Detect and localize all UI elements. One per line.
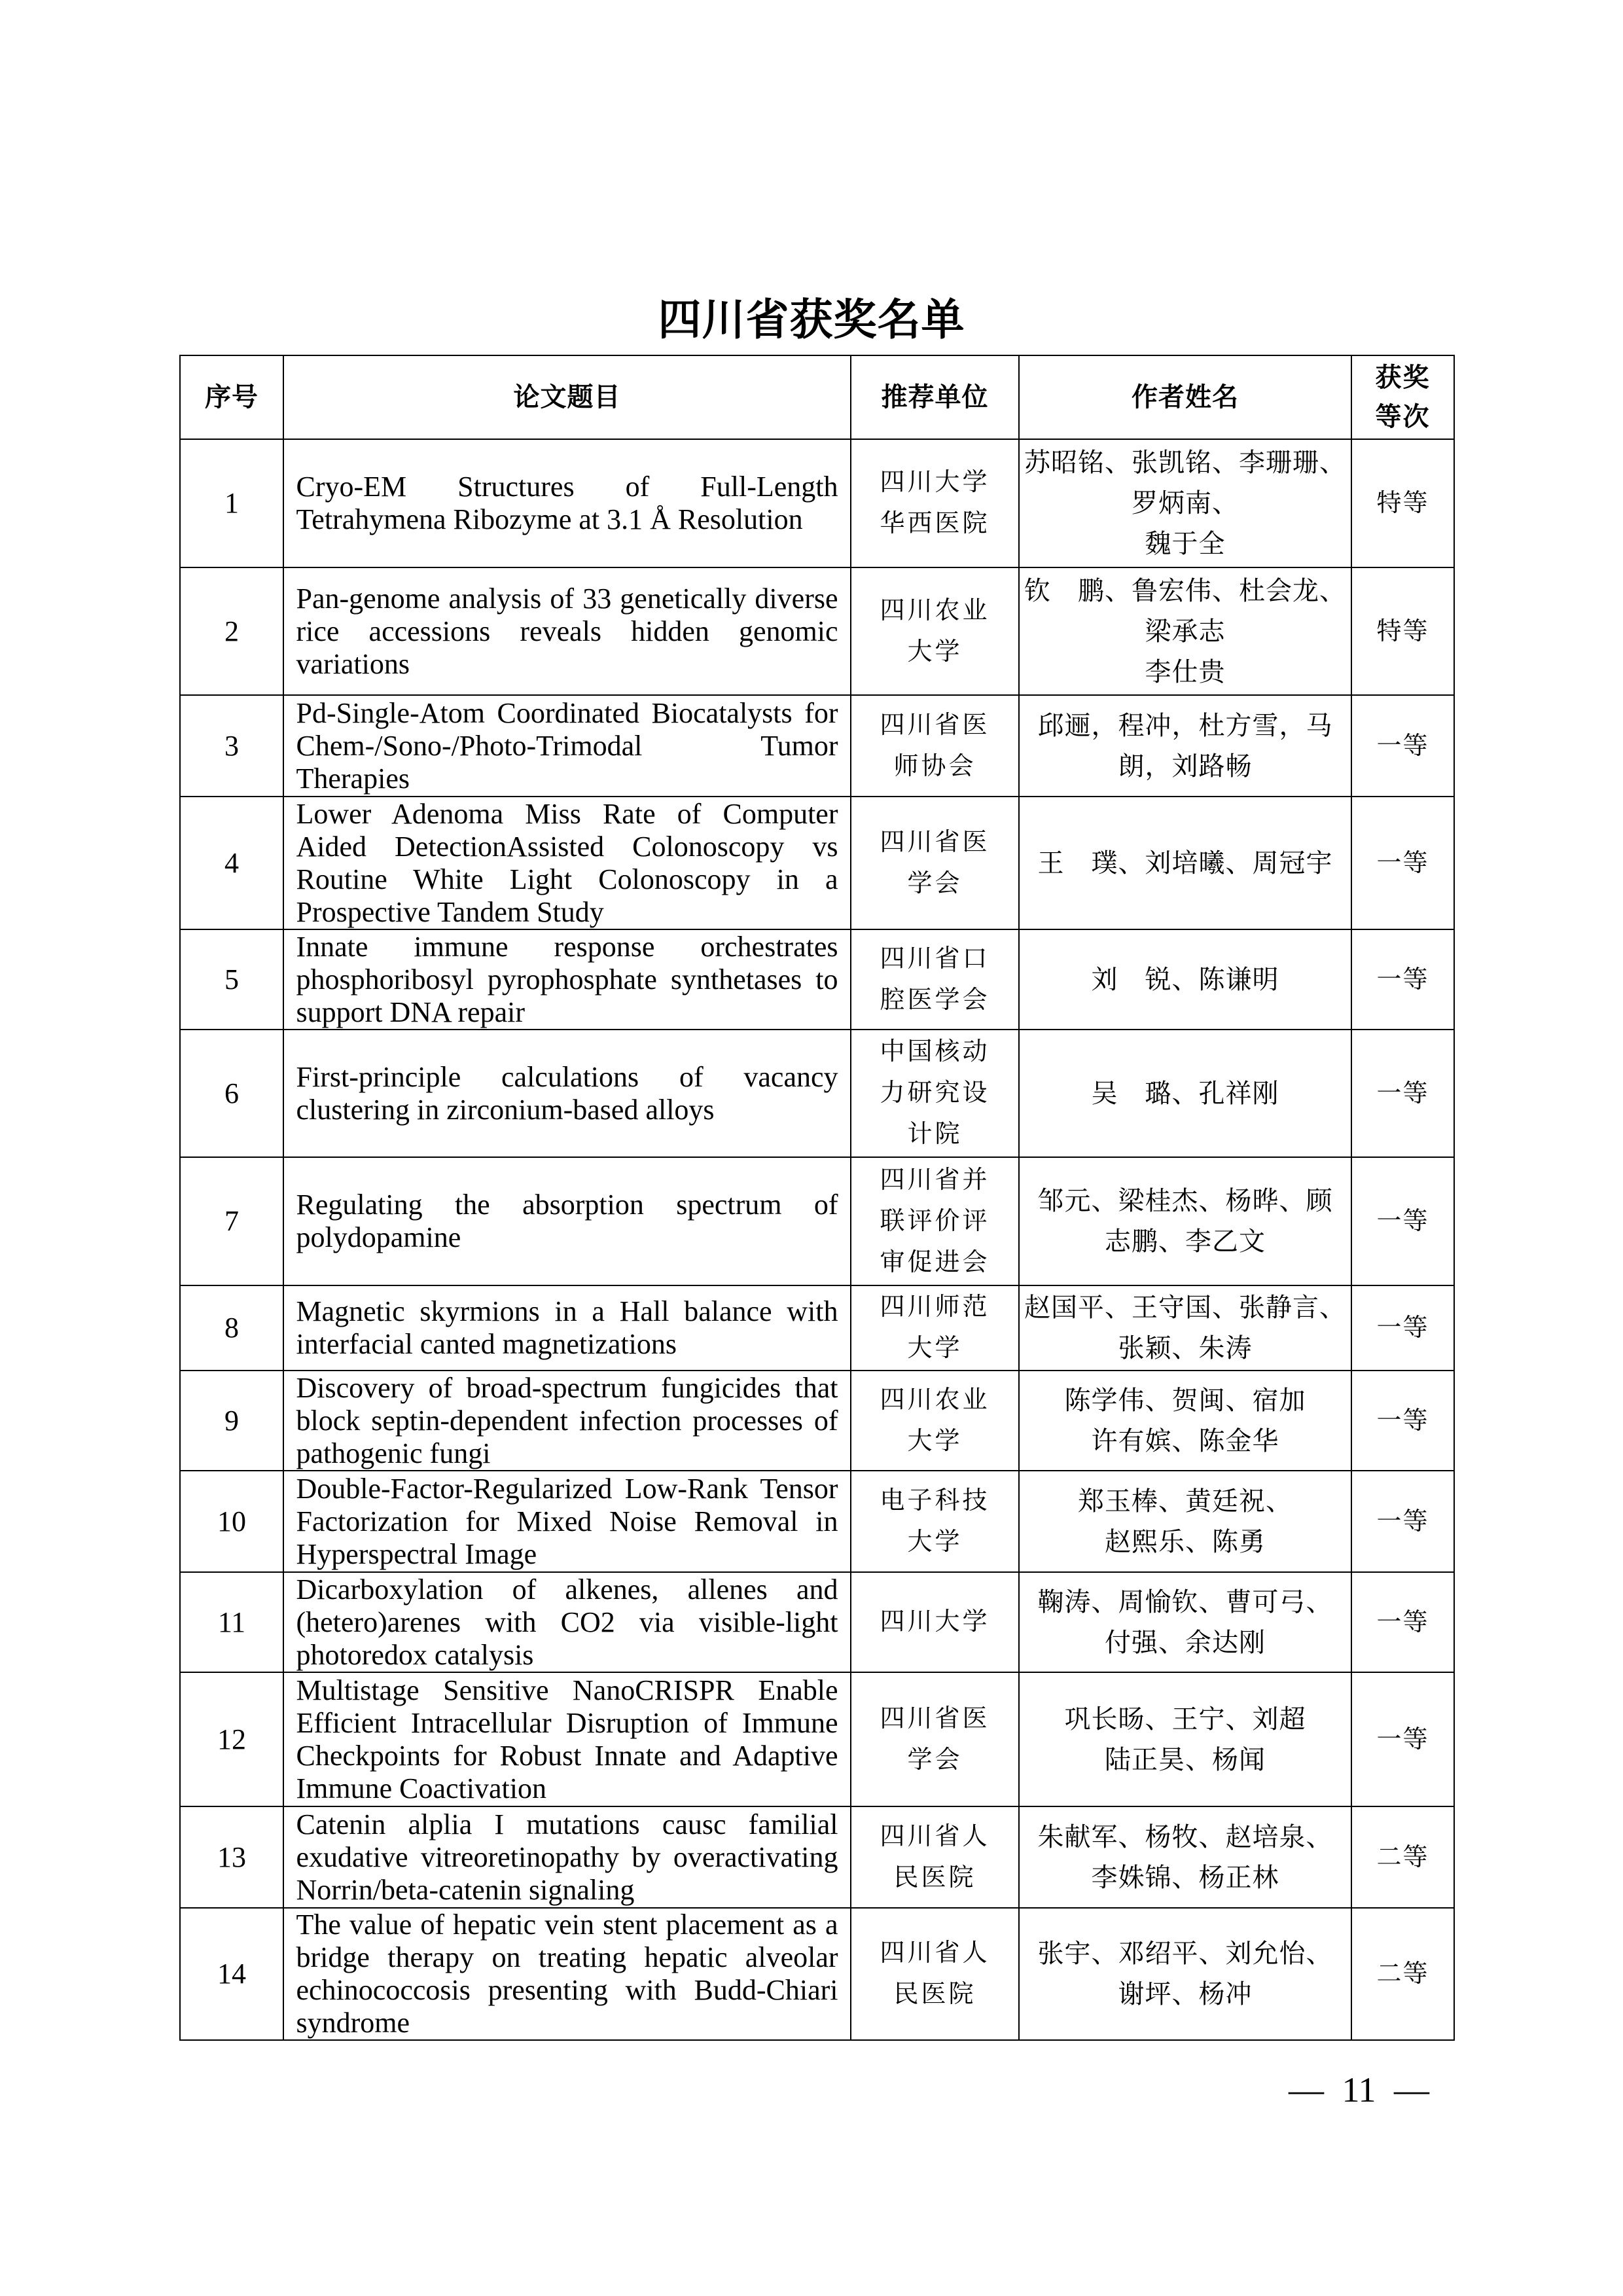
paper-title-cell <box>283 1030 851 1157</box>
paper-title: Magnetic skyrmions in a Hall balance with interfacial canted magnetizations <box>296 1295 838 1360</box>
row-number: 4 <box>224 846 239 879</box>
paper-title-cell <box>283 1908 851 2040</box>
row-number-cell <box>180 695 283 797</box>
recommending-unit-cell <box>851 695 1019 797</box>
author-names-cell <box>1019 1806 1351 1908</box>
paper-title-cell <box>283 1285 851 1371</box>
author-names-cell <box>1019 1471 1351 1572</box>
author-names: 邱逦，程冲，杜方雪，马 朗，刘路畅 <box>1037 710 1333 781</box>
award-level-cell <box>1351 1030 1454 1157</box>
paper-title: Catenin alplia I mutations causc familial exudative vitreoretinopathy by overactivating Norrin/beta-catenin signaling <box>296 1808 838 1906</box>
author-names-cell <box>1019 695 1351 797</box>
award-level: 一等 <box>1376 1314 1429 1342</box>
recommending-unit-cell <box>851 797 1019 929</box>
row-number-cell <box>180 1157 283 1285</box>
award-list-table <box>179 355 1455 2041</box>
row-number: 9 <box>224 1404 239 1437</box>
recommending-unit: 电子科技大学 <box>880 1486 990 1556</box>
award-level-cell <box>1351 1806 1454 1908</box>
award-level-cell <box>1351 1572 1454 1672</box>
table-row <box>180 567 1454 695</box>
paper-title: Pd-Single-Atom Coordinated Biocatalysts for Chem-/Sono-/Photo-Trimodal Tumor Therapies <box>296 696 838 795</box>
paper-title-cell <box>283 1806 851 1908</box>
table-row <box>180 929 1454 1030</box>
award-level: 一等 <box>1376 1608 1429 1636</box>
recommending-unit: 四川省口腔医学会 <box>880 944 990 1014</box>
award-level-cell <box>1351 567 1454 695</box>
row-number: 5 <box>224 963 239 996</box>
row-number: 1 <box>224 487 239 519</box>
recommending-unit: 四川省人民医院 <box>880 1822 990 1892</box>
paper-title-cell <box>283 929 851 1030</box>
award-level: 二等 <box>1376 1960 1429 1988</box>
author-names: 郑玉棒、黄廷祝、 赵熙乐、陈勇 <box>1078 1486 1293 1556</box>
row-number-cell <box>180 797 283 929</box>
author-names-cell <box>1019 1572 1351 1672</box>
author-names-cell <box>1019 929 1351 1030</box>
author-names-cell <box>1019 1672 1351 1806</box>
row-number-cell <box>180 1371 283 1471</box>
recommending-unit: 四川省人民医院 <box>880 1939 990 2008</box>
row-number-cell <box>180 1572 283 1672</box>
table-row <box>180 1572 1454 1672</box>
row-number-cell <box>180 1030 283 1157</box>
row-number-cell <box>180 1672 283 1806</box>
table-row <box>180 1030 1454 1157</box>
award-level-cell <box>1351 797 1454 929</box>
award-level: 特等 <box>1376 617 1429 645</box>
award-level: 一等 <box>1376 849 1429 877</box>
recommending-unit: 四川省医学会 <box>880 828 990 897</box>
header-author-names: 作者姓名 <box>1019 355 1351 439</box>
paper-title: First-principle calculations of vacancy clustering in zirconium-based alloys <box>296 1060 838 1126</box>
recommending-unit-cell <box>851 1806 1019 1908</box>
award-level-cell <box>1351 1471 1454 1572</box>
award-level: 特等 <box>1376 490 1429 517</box>
row-number-cell <box>180 1471 283 1572</box>
row-number: 10 <box>217 1505 246 1537</box>
recommending-unit: 中国核动力研究设计院 <box>880 1038 990 1148</box>
recommending-unit: 四川省并联评价评审促进会 <box>880 1166 990 1276</box>
author-names: 朱献军、杨牧、赵培泉、 李姝锦、杨正林 <box>1037 1821 1333 1892</box>
table-header-row <box>180 355 1454 439</box>
author-names: 王 璞、刘培曦、周冠宇 <box>1037 848 1333 878</box>
recommending-unit-cell <box>851 1572 1019 1672</box>
page-number: — 11 — <box>1289 2070 1429 2109</box>
recommending-unit-cell <box>851 1471 1019 1572</box>
table-row <box>180 1908 1454 2040</box>
row-number: 7 <box>224 1205 239 1237</box>
table-row <box>180 1806 1454 1908</box>
award-level-cell <box>1351 695 1454 797</box>
row-number-cell <box>180 1806 283 1908</box>
author-names-cell <box>1019 1030 1351 1157</box>
recommending-unit-cell <box>851 1672 1019 1806</box>
paper-title: Dicarboxylation of alkenes, allenes and (hetero)arenes with CO2 via visible-light photoredox catalysis <box>296 1573 838 1671</box>
award-level-cell <box>1351 1371 1454 1471</box>
award-level-cell <box>1351 1285 1454 1371</box>
row-number-cell <box>180 1285 283 1371</box>
row-number: 2 <box>224 615 239 647</box>
header-award-level: 获奖等次 <box>1375 363 1431 431</box>
award-level-cell <box>1351 1672 1454 1806</box>
row-number: 11 <box>217 1605 246 1638</box>
award-level-cell <box>1351 1157 1454 1285</box>
recommending-unit-cell <box>851 1030 1019 1157</box>
author-names: 陈学伟、贺闽、宿加 许有嫔、陈金华 <box>1064 1385 1306 1456</box>
paper-title: Regulating the absorption spectrum of polydopamine <box>296 1189 838 1253</box>
recommending-unit-cell <box>851 1371 1019 1471</box>
author-names: 吴 璐、孔祥刚 <box>1091 1078 1279 1108</box>
paper-title-cell <box>283 1157 851 1285</box>
recommending-unit: 四川省医学会 <box>880 1704 990 1774</box>
award-level: 一等 <box>1376 1407 1429 1435</box>
author-names-cell <box>1019 1908 1351 2040</box>
table-row <box>180 1371 1454 1471</box>
award-level: 一等 <box>1376 1507 1429 1535</box>
header-paper-title: 论文题目 <box>283 355 851 439</box>
recommending-unit-cell <box>851 1157 1019 1285</box>
author-names-cell <box>1019 1285 1351 1371</box>
paper-title: Pan-genome analysis of 33 genetically diverse rice accessions reveals hidden genomic variations <box>296 582 838 680</box>
award-level: 一等 <box>1376 1079 1429 1107</box>
award-level: 一等 <box>1376 732 1429 760</box>
paper-title-cell <box>283 1471 851 1572</box>
table-row <box>180 797 1454 929</box>
author-names-cell <box>1019 567 1351 695</box>
header-award-level-cell <box>1351 355 1454 439</box>
paper-title: Discovery of broad-spectrum fungicides that block septin-dependent infection processes of pathogenic fungi <box>296 1371 838 1469</box>
author-names: 邹元、梁桂杰、杨晔、顾 志鹏、李乙文 <box>1037 1186 1333 1256</box>
author-names: 张宇、邓绍平、刘允怡、 谢坪、杨冲 <box>1037 1939 1333 2009</box>
paper-title: Double-Factor-Regularized Low-Rank Tensor Factorization for Mixed Noise Removal in Hyperspectral Image <box>296 1472 838 1570</box>
author-names-cell <box>1019 1157 1351 1285</box>
row-number: 12 <box>217 1723 246 1755</box>
author-names-cell <box>1019 439 1351 567</box>
award-level: 一等 <box>1376 1208 1429 1235</box>
paper-title-cell <box>283 695 851 797</box>
award-level-cell <box>1351 929 1454 1030</box>
recommending-unit: 四川师范大学 <box>880 1293 990 1362</box>
row-number: 13 <box>217 1840 246 1873</box>
award-level: 一等 <box>1376 965 1429 994</box>
award-level: 二等 <box>1376 1843 1429 1871</box>
paper-title: Innate immune response orchestrates phosphoribosyl pyrophosphate synthetases to support DNA repair <box>296 930 838 1028</box>
table-row <box>180 1471 1454 1572</box>
header-recommending-unit: 推荐单位 <box>851 355 1019 439</box>
row-number-cell <box>180 439 283 567</box>
row-number-cell <box>180 1908 283 2040</box>
author-names: 刘 锐、陈谦明 <box>1091 964 1279 994</box>
recommending-unit: 四川农业大学 <box>880 596 990 666</box>
award-level-cell <box>1351 439 1454 567</box>
author-names-cell <box>1019 1371 1351 1471</box>
paper-title-cell <box>283 1371 851 1471</box>
author-names: 苏昭铭、张凯铭、李珊珊、 罗炳南、 魏于全 <box>1024 448 1346 558</box>
paper-title-cell <box>283 439 851 567</box>
paper-title-cell <box>283 1672 851 1806</box>
recommending-unit-cell <box>851 439 1019 567</box>
recommending-unit: 四川省医师协会 <box>880 711 990 780</box>
recommending-unit: 四川农业大学 <box>880 1386 990 1455</box>
paper-title-cell <box>283 567 851 695</box>
table-row <box>180 439 1454 567</box>
table-body <box>180 439 1454 2040</box>
table-row <box>180 695 1454 797</box>
table-row <box>180 1672 1454 1806</box>
row-number-cell <box>180 929 283 1030</box>
recommending-unit-cell <box>851 1908 1019 2040</box>
row-number-cell <box>180 567 283 695</box>
paper-title: Lower Adenoma Miss Rate of Computer Aided DetectionAssisted Colonoscopy vs Routine White Light Colonoscopy in a Prospective Tandem Study <box>296 797 838 928</box>
table-row <box>180 1157 1454 1285</box>
paper-title: The value of hepatic vein stent placement as a bridge therapy on treating hepatic alveolar echinococcosis presenting with Budd-Chiari syndrome <box>296 1909 838 2039</box>
paper-title-cell <box>283 797 851 929</box>
recommending-unit-cell <box>851 1285 1019 1371</box>
table-row <box>180 1285 1454 1371</box>
recommending-unit-cell <box>851 567 1019 695</box>
recommending-unit: 四川大学 <box>880 1608 990 1636</box>
row-number: 6 <box>224 1077 239 1109</box>
author-names: 巩长旸、王宁、刘超 陆正昊、杨闻 <box>1064 1704 1306 1774</box>
recommending-unit-cell <box>851 929 1019 1030</box>
row-number: 3 <box>224 729 239 762</box>
author-names: 钦 鹏、鲁宏伟、杜会龙、 梁承志 李仕贵 <box>1024 575 1346 687</box>
paper-title-cell <box>283 1572 851 1672</box>
row-number: 8 <box>224 1312 239 1344</box>
document-title: 四川省获奖名单 <box>658 296 965 344</box>
recommending-unit: 四川大学华西医院 <box>880 469 990 537</box>
row-number: 14 <box>217 1958 246 1990</box>
award-level: 一等 <box>1376 1725 1429 1753</box>
paper-title: Cryo-EM Structures of Full-Length Tetrahymena Ribozyme at 3.1 Å Resolution <box>296 471 838 535</box>
author-names: 赵国平、王守国、张静言、 张颖、朱涛 <box>1024 1293 1346 1363</box>
paper-title: Multistage Sensitive NanoCRISPR Enable Efficient Intracellular Disruption of Immune Checkpoints for Robust Innate and Adaptive Immune Coactivation <box>296 1674 838 1804</box>
header-number: 序号 <box>180 355 283 439</box>
award-level-cell <box>1351 1908 1454 2040</box>
author-names-cell <box>1019 797 1351 929</box>
author-names: 鞠涛、周愉钦、曹可弓、 付强、余达刚 <box>1037 1587 1333 1657</box>
